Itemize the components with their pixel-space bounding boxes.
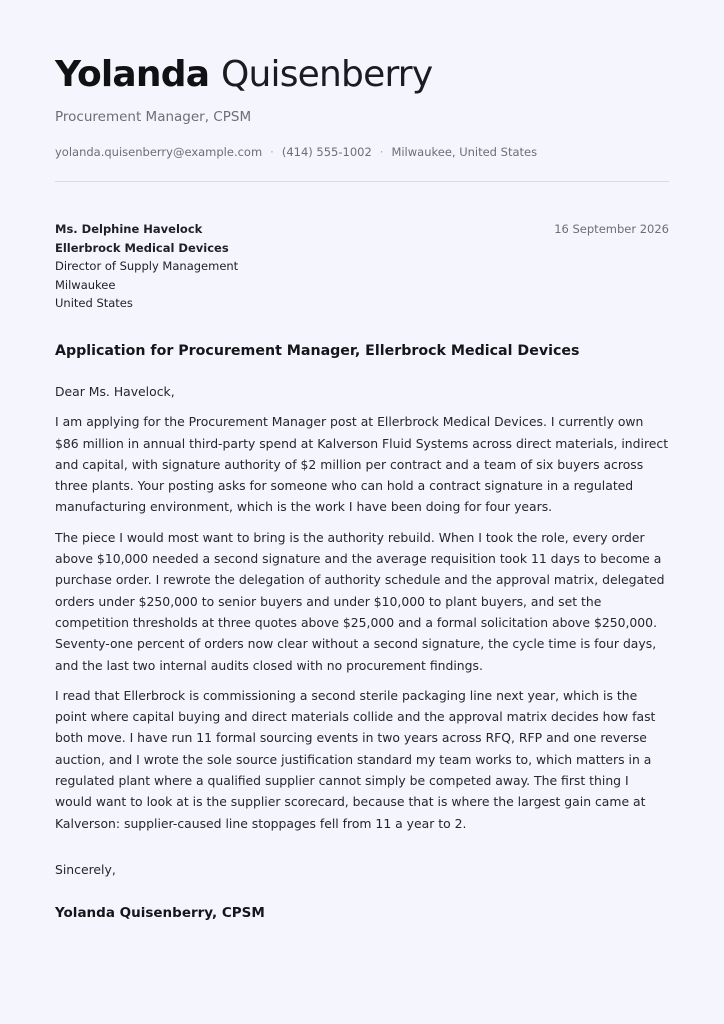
applicant-first-name: Yolanda bbox=[55, 54, 210, 95]
paragraph-1: I am applying for the Procurement Manager post at Ellerbrock Medical Devices. I currently own $86 million in annual third-party spend at Kalverson Fluid Systems across direct materials, indirect and capital, with signature authority of $2 million per contract and a team of six buyers across three plants. Your posting asks for someone who can hold a contract signature in a regulated manufacturing environment, which is the work I have been doing for four years. bbox=[55, 414, 669, 515]
contact-line bbox=[55, 145, 669, 159]
recipient-title: Director of Supply Management bbox=[55, 259, 239, 274]
separator-dot: · bbox=[379, 145, 384, 159]
recipient-country: United States bbox=[55, 296, 133, 311]
recipient-company: Ellerbrock Medical Devices bbox=[55, 240, 229, 255]
contact-phone: (414) 555-1002 bbox=[281, 145, 372, 159]
applicant-name bbox=[55, 52, 669, 98]
recipient-name: Ms. Delphine Havelock bbox=[55, 222, 203, 236]
letter-meta bbox=[55, 220, 669, 313]
contact-email: yolanda.quisenberry@example.com bbox=[55, 145, 263, 159]
contact-location: Milwaukee, United States bbox=[391, 145, 538, 159]
letter-subject: Application for Procurement Manager, Ellerbrock Medical Devices bbox=[55, 342, 580, 359]
applicant-last-name: Quisenberry bbox=[220, 54, 433, 95]
letter-body bbox=[55, 381, 669, 834]
closing: Sincerely, bbox=[55, 861, 116, 877]
greeting: Dear Ms. Havelock, bbox=[55, 383, 175, 399]
paragraph-2: The piece I would most want to bring is the authority rebuild. When I took the role, every order above $10,000 needed a second signature and the average requisition took 11 days to become a purchase order. I rewrote the delegation of authority schedule and the approval matrix, delegated orders under $250,000 to senior buyers and under $10,000 to plant buyers, and set the competition thresholds at three quotes above $25,000 and a formal solicitation above $250,000. Seventy-one percent of orders now clear without a second signature, the cycle time is four days, and the last two internal audits closed with no procurement findings. bbox=[55, 529, 665, 673]
separator-dot: · bbox=[270, 145, 274, 159]
applicant-role: Procurement Manager, CPSM bbox=[55, 109, 252, 125]
letter-date: 16 September 2026 bbox=[554, 222, 669, 236]
header-divider bbox=[55, 181, 669, 182]
signature: Yolanda Quisenberry, CPSM bbox=[55, 904, 265, 921]
recipient-city: Milwaukee bbox=[55, 277, 116, 292]
paragraph-3: I read that Ellerbrock is commissioning a second sterile packaging line next year, which is the point where capital buying and direct materials collide and the approval matrix decides how fast both move. I have run 11 formal sourcing events in two years across RFQ, RFP and one reverse auction, and I wrote the sole source justification standard my team works to, which matters in a regulated plant where a qualified supplier cannot simply be competed away. The first thing I would want to look at is the supplier scorecard, because that is where the largest gain came at Kalverson: supplier-caused line stoppages fell from 11 a year to 2. bbox=[55, 687, 656, 831]
letter-header bbox=[55, 0, 669, 182]
